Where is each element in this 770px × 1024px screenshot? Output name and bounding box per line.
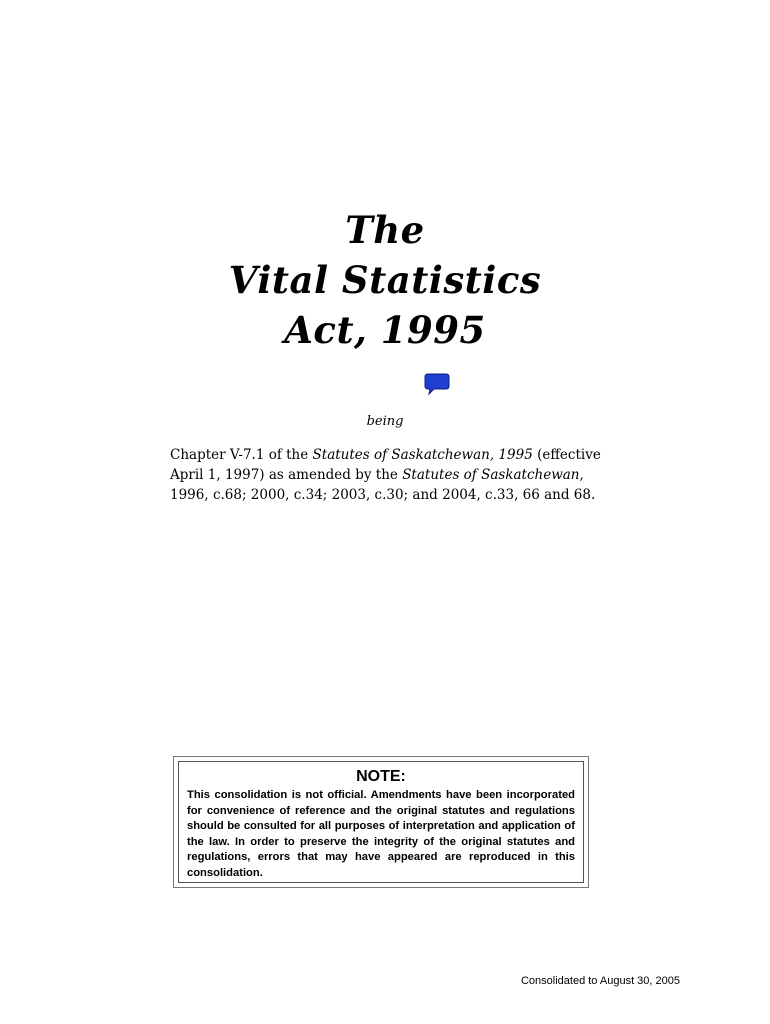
note-text: This consolidation is not official. Amendments have been incorporated for convenience of reference and the original statutes and regulations should be consulted for all purposes of interpretation and application of the law. In order to preserve the integrity of the original statutes and regulations, errors that may have appeared are reproduced in this consolidation. [187,789,575,879]
chapter-text-2: (effective April 1, 1997) as amended by the [170,447,601,483]
chapter-italic-1: Statutes of Saskatchewan, 1995 [312,447,533,463]
title-line-2: Vital Statistics [228,258,542,302]
being-label: being [366,414,404,429]
consolidation-date: Consolidated to August 30, 2005 [520,975,680,987]
note-box [173,756,589,888]
chapter-text-1: Chapter V-7.1 of the [170,447,313,463]
chapter-citation [170,445,610,505]
document-title [0,205,770,355]
chapter-italic-2: Statutes of Saskatchewan [402,467,580,483]
note-inner-frame [178,761,584,883]
title-line-1: The [345,208,425,252]
comment-icon[interactable] [424,372,450,396]
note-heading: NOTE: [356,768,406,785]
chapter-text-3: , 1996, c.68; 2000, c.34; 2003, c.30; and 2004, c.33, 66 and 68. [170,467,596,503]
title-line-3: Act, 1995 [284,308,486,352]
